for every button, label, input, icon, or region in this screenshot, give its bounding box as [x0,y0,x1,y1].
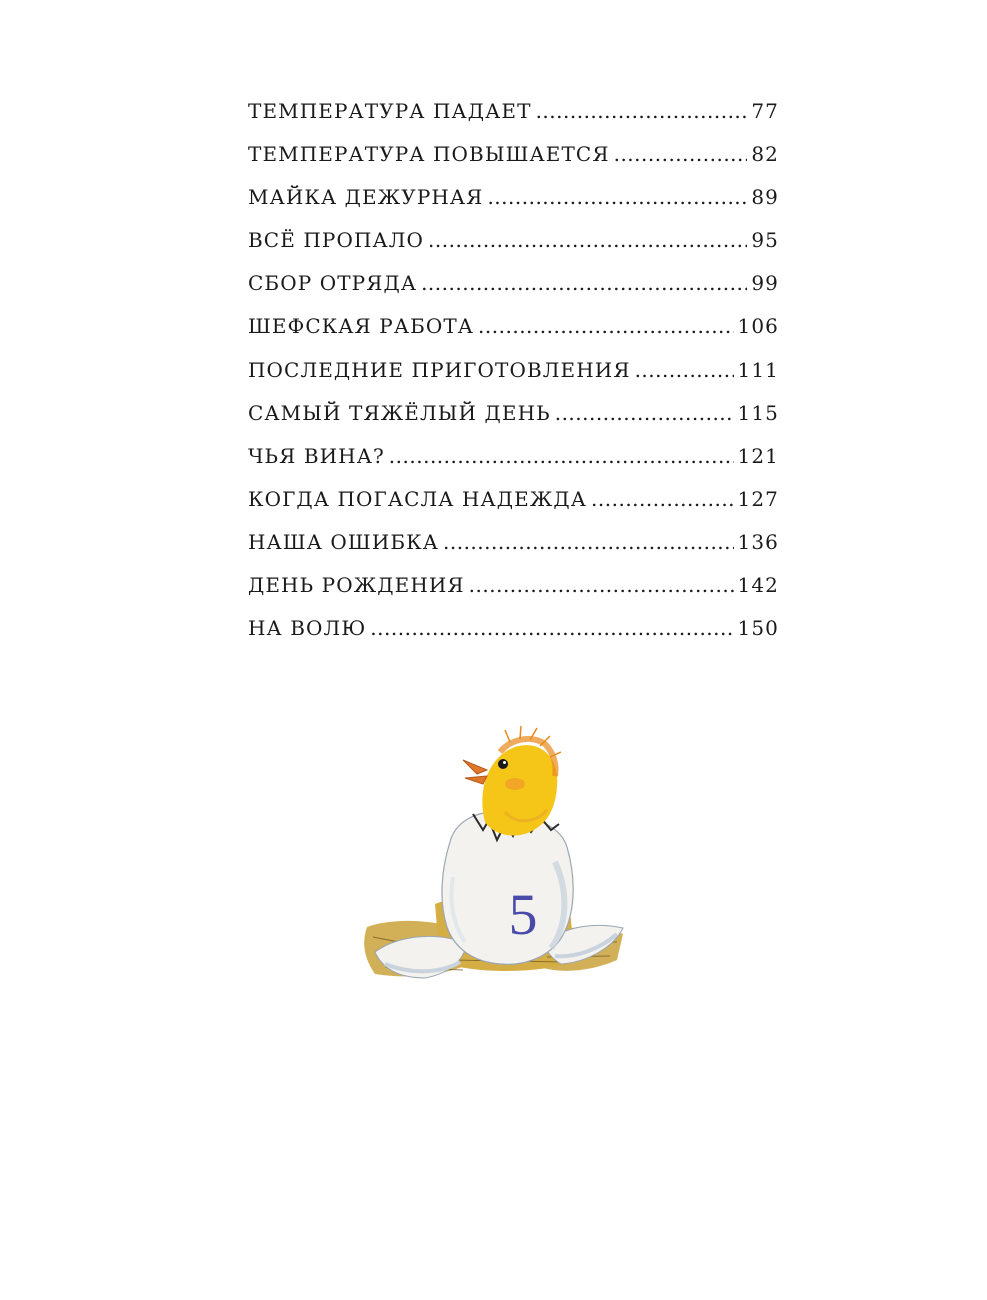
toc-dot-leader [478,314,733,338]
toc-entry-page: 89 [751,185,779,210]
toc-entry-page: 95 [751,228,779,253]
toc-entry-page: 82 [751,142,779,167]
toc-entry-title: КОГДА ПОГАСЛА НАДЕЖДА [248,486,588,511]
chick-hatching-illustration [355,712,665,1017]
toc-entry-page: 121 [737,443,779,468]
toc-entry-title: ТЕМПЕРАТУРА ПАДАЕТ [248,99,532,123]
toc-entry-page: 106 [737,314,779,339]
toc-entry[interactable] [248,530,779,573]
toc-entry-title: МАЙКА ДЕЖУРНАЯ [248,185,484,210]
toc-entry[interactable] [248,358,779,401]
toc-entry[interactable] [248,99,779,142]
toc-entry[interactable] [248,271,779,314]
toc-entry[interactable] [248,616,779,659]
toc-entry-page: 127 [737,486,779,511]
toc-dot-leader [635,358,734,382]
toc-dot-leader [555,401,734,425]
toc-dot-leader [487,185,747,209]
toc-entry-page: 99 [751,271,779,296]
toc-entry-title: ШЕФСКАЯ РАБОТА [248,314,475,339]
toc-entry-title: СБОР ОТРЯДА [248,271,418,296]
egg-number: 5 [508,882,538,947]
toc-entry-page: 115 [737,400,779,425]
toc-dot-leader [389,444,734,468]
toc-dot-leader [536,99,748,123]
toc-entry-title: НАША ОШИБКА [248,529,439,554]
toc-entry[interactable] [248,401,779,444]
toc-entry-title: НА ВОЛЮ [248,616,367,641]
toc-dot-leader [370,616,733,640]
toc-entry-title: ДЕНЬ РОЖДЕНИЯ [248,573,465,598]
toc-entry-title: ТЕМПЕРАТУРА ПОВЫШАЕТСЯ [248,142,610,167]
chick-eye [498,759,508,769]
toc-dot-leader [443,530,734,554]
toc-entry[interactable] [248,487,779,530]
table-of-contents [248,99,779,659]
toc-entry-title: ЧЬЯ ВИНА? [248,443,385,468]
toc-entry[interactable] [248,444,779,487]
toc-entry-title: ПОСЛЕДНИЕ ПРИГОТОВЛЕНИЯ [248,357,631,382]
chick-beak [463,760,487,774]
toc-entry-page: 111 [737,357,779,382]
toc-dot-leader [421,271,747,295]
toc-entry-page: 136 [737,529,779,554]
toc-entry-title: ВСЁ ПРОПАЛО [248,228,425,253]
toc-dot-leader [614,142,748,166]
toc-entry-page: 142 [737,573,779,598]
toc-entry-title: САМЫЙ ТЯЖЁЛЫЙ ДЕНЬ [248,400,551,425]
toc-entry[interactable] [248,185,779,228]
toc-entry-page: 77 [751,99,779,123]
toc-dot-leader [428,228,747,252]
toc-entry[interactable] [248,228,779,271]
toc-entry[interactable] [248,573,779,616]
toc-dot-leader [469,573,734,597]
toc-entry[interactable] [248,142,779,185]
toc-dot-leader [591,487,733,511]
toc-entry-page: 150 [737,616,779,641]
toc-entry[interactable] [248,314,779,357]
